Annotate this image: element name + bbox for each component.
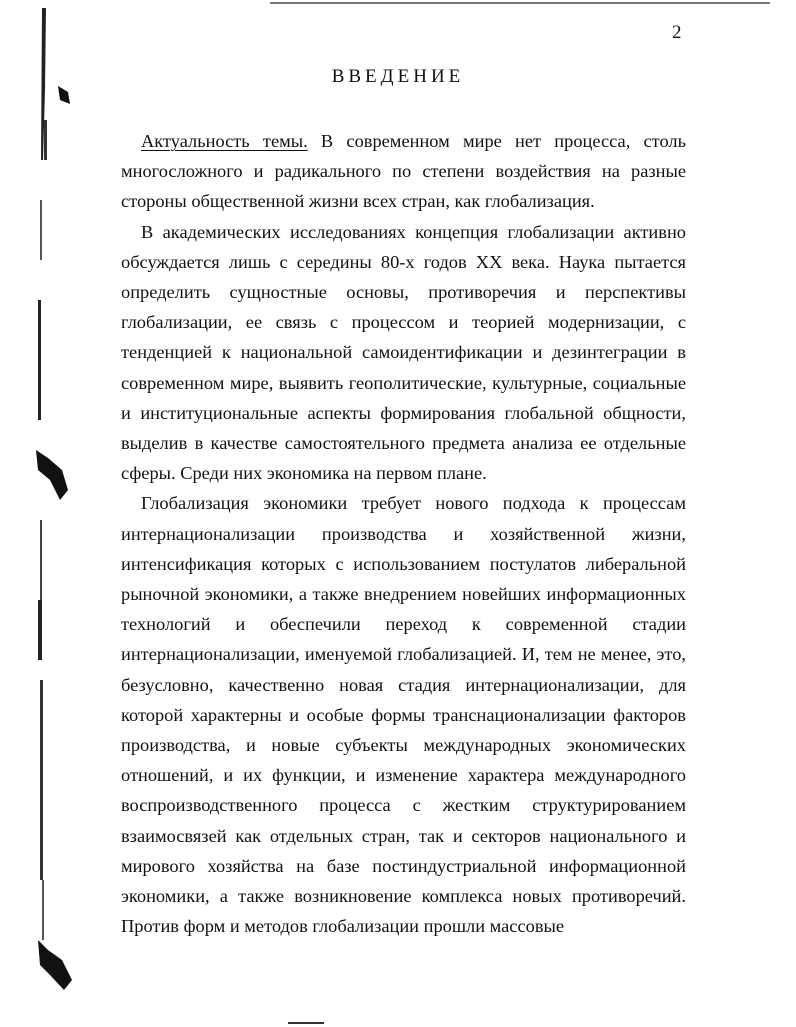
paragraph-globalization <box>121 488 686 941</box>
relevance-text: В современном мире нет процесса, столь многосложного и радикального по степени воздействия на разные стороны общественной жизни всех стран, как глобализация. <box>121 131 686 212</box>
section-heading: ВВЕДЕНИЕ <box>331 66 465 87</box>
scan-edge-artifact <box>0 0 90 1027</box>
globalization-text: Глобализация экономики требует нового подхода к процессам интернационализации производства и хозяйственной жизни, интенсификация которых с использованием постулатов либеральной рыночной экономики, а также внедрением новейших информационных технологий и обеспечили переход к современной стадии интернационализации, именуемой глобализацией. И, тем не менее, это, безусловно, качественно новая стадия интернационализации, для которой характерны и особые формы транснационализации факторов производства, и новые субъекты международных экономических отношений, и их функции, и изменение характера международного воспроизводственного процесса с жестким структурированием взаимосвязей как отдельных стран, так и секторов национального и мирового хозяйства на базе постиндустриальной информационной экономики, а также возникновение комплекса новых противоречий. Против форм и методов глобализации прошли массовые <box>121 493 686 937</box>
academic-text: В академических исследованиях концепция глобализации активно обсуждается лишь с середины 80-х годов XX века. Наука пытается определить сущностные основы, противоречия и перспективы глобализации, ее связь с процессом и теорией модернизации, с тенденцией к национальной самоидентификации и дезинтеграции в современном мире, выявить геополитические, культурные, социальные и институциональные аспекты формирования глобальной общности, выделив в качестве самостоятельного предмета анализа ее отдельные сферы. Среди них экономика на первом плане. <box>121 221 686 484</box>
bottom-scan-rule <box>288 1022 324 1024</box>
paragraph-relevance <box>121 126 686 217</box>
top-scan-rule <box>270 2 770 4</box>
page-number: 2 <box>672 22 682 43</box>
paragraph-academic <box>121 217 686 489</box>
relevance-lead: Актуальность темы. <box>141 131 308 151</box>
body-text <box>121 126 686 941</box>
